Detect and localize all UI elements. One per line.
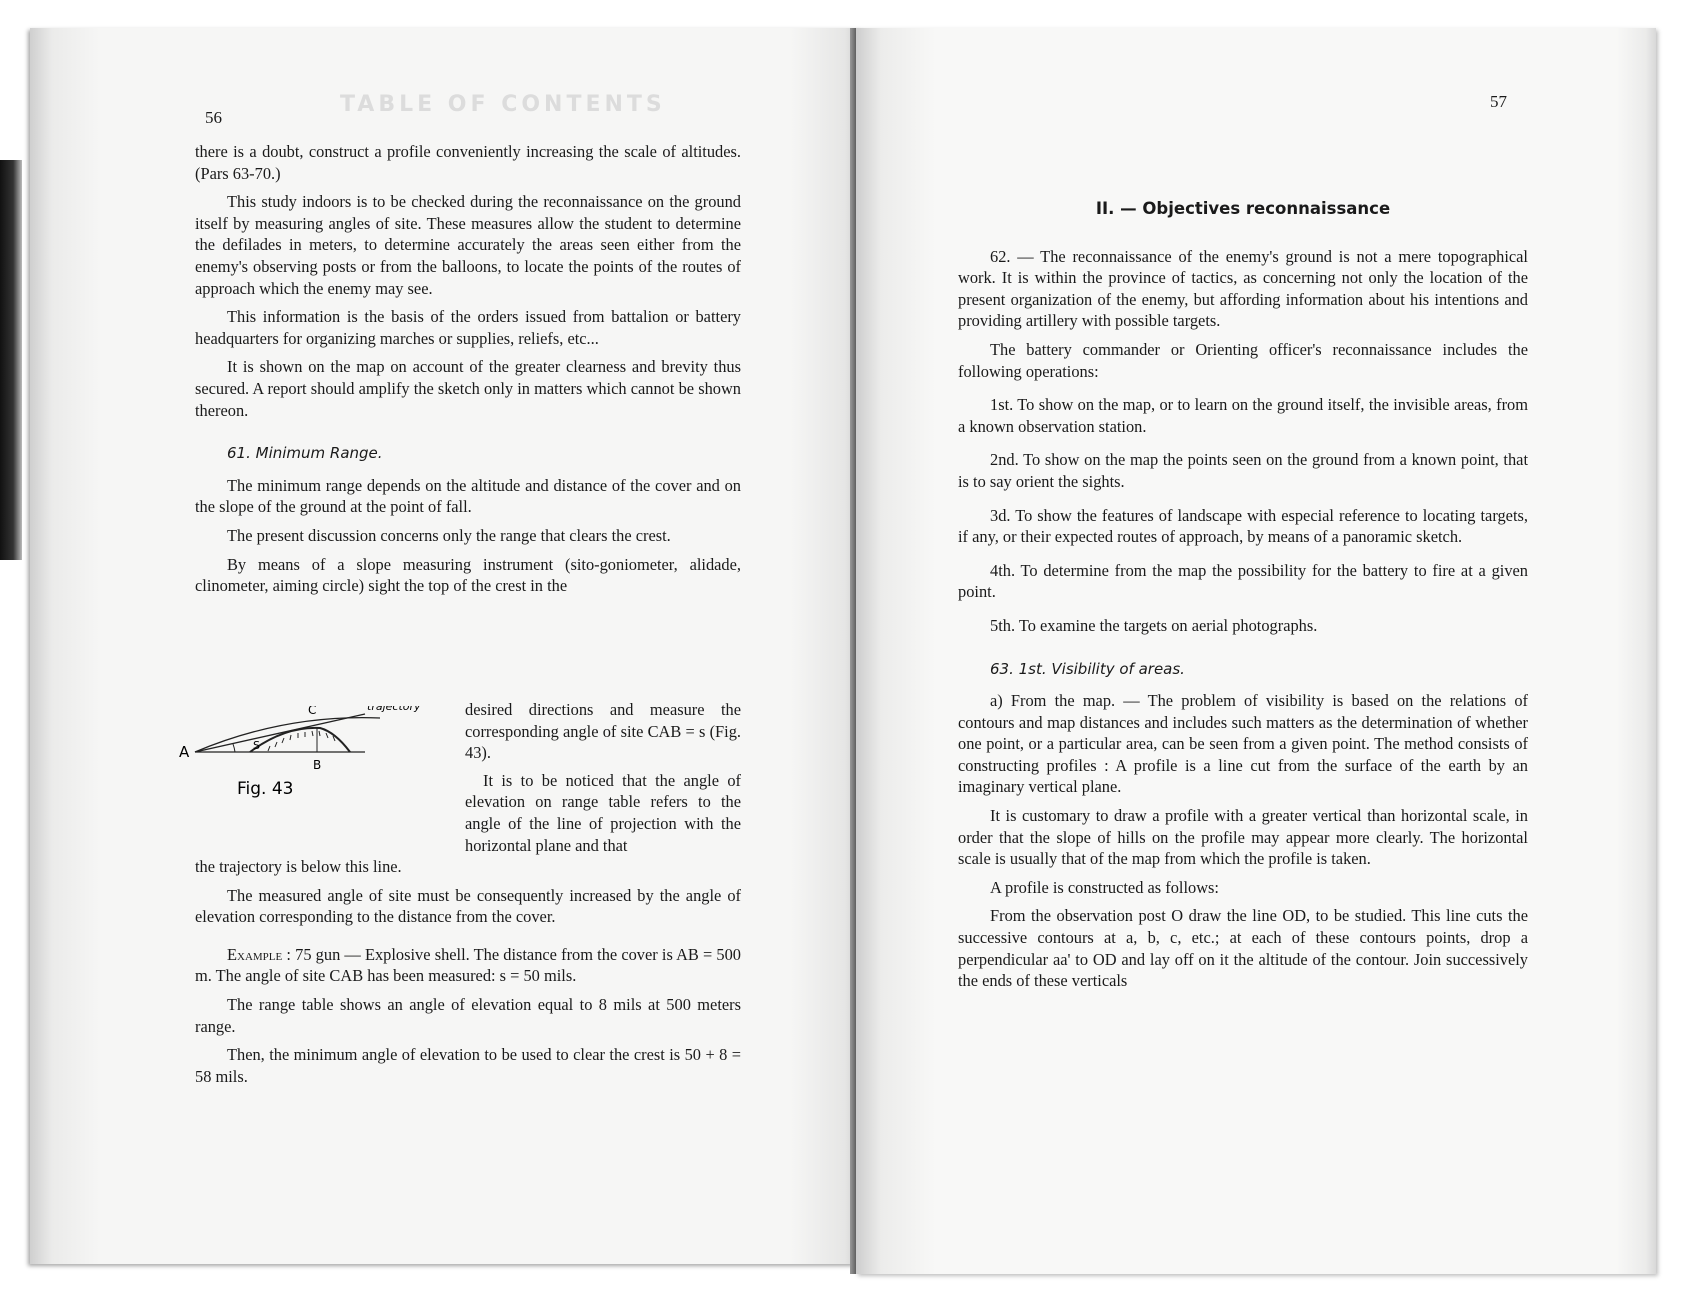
- example-paragraph: [195, 944, 741, 987]
- operation-4: 4th. To determine from the map the possibility for the battery to fire at a given point.: [958, 560, 1528, 602]
- example-label: Example :: [227, 944, 291, 964]
- paragraph-62: 62. — The reconnaissance of the enemy's ground is not a mere topographical work. It is within the province of tactics, as concerning not only the location of the present organization of the enemy, but affording information about his intentions and providing artillery with possible targets.: [958, 246, 1528, 331]
- paragraph: It is customary to draw a profile with a greater vertical than horizontal scale, in order that the slope of hills on the profile may appear more clearly. The horizontal scale is usually that of the map from which the profile is taken.: [958, 806, 1528, 869]
- label-a: A: [179, 743, 190, 761]
- left-text-column: [195, 141, 741, 604]
- trajectory-curve: [195, 718, 380, 752]
- heading-63: 63. 1st. Visibility of areas.: [990, 659, 1185, 678]
- paragraph: It is shown on the map on account of the greater clearness and brevity thus secured. A report should amplify the sketch only in matters which cannot be shown thereon.: [195, 357, 741, 420]
- paragraph: A profile is constructed as follows:: [990, 877, 1219, 897]
- figure-43: [175, 706, 457, 826]
- line-of-site: [195, 714, 365, 752]
- figure-43-diagram: [175, 706, 457, 826]
- operation-5: 5th. To examine the targets on aerial photographs.: [990, 615, 1318, 635]
- paragraph: the trajectory is below this line.: [195, 857, 402, 876]
- left-page: [30, 28, 862, 1264]
- example-text: 75 gun — Explosive shell. The distance from the cover is AB = 500 m. The angle of site CAB has been measured: s = 50 mils.: [195, 944, 741, 986]
- paragraph: This study indoors is to be checked during the reconnaissance on the ground itself by measuring angles of site. These measures allow the student to determine the defilades in meters, to determine accurately the areas seen either from the enemy's observing posts or from the balloons, to locate the points of the routes of approach which the enemy may see.: [195, 192, 741, 298]
- operation-3: 3d. To show the features of landscape with especial reference to locating targets, if any, or their expected routes of approach, by means of a panoramic sketch.: [958, 505, 1528, 547]
- right-text-column: [958, 198, 1528, 999]
- label-c: C: [308, 706, 317, 717]
- paragraph: The range table shows an angle of elevation equal to 8 mils at 500 meters range.: [195, 994, 741, 1036]
- label-s: S: [253, 739, 260, 752]
- paragraph: The measured angle of site must be consequently increased by the angle of elevation corresponding to the distance from the cover.: [195, 885, 741, 927]
- left-text-column-lower: [195, 856, 741, 1094]
- paragraph: desired directions and measure the corresponding angle of site CAB = s (Fig. 43).: [465, 700, 741, 763]
- page-number-56: 56: [205, 108, 222, 127]
- label-b: B: [313, 758, 322, 772]
- show-through-title: TABLE OF CONTENTS: [340, 92, 666, 117]
- paragraph: The present discussion concerns only the range that clears the crest.: [227, 525, 671, 545]
- paragraph: This information is the basis of the orders issued from battalion or battery headquarters for organizing marches or supplies, reliefs, etc...: [195, 307, 741, 348]
- operation-2: 2nd. To show on the map the points seen on the ground from a known point, that is to say orient the sights.: [958, 450, 1528, 491]
- label-trajectory: trajectory: [367, 706, 421, 713]
- figure-wrap-text: [465, 699, 741, 856]
- heading-61: 61. Minimum Range.: [227, 444, 383, 463]
- page-number-57: 57: [1490, 92, 1507, 111]
- book-spine-shadow: [0, 160, 22, 560]
- paragraph: Then, the minimum angle of elevation to be used to clear the crest is 50 + 8 = 58 mils.: [195, 1045, 741, 1086]
- section-title: II. — Objectives reconnaissance: [1095, 199, 1391, 218]
- operation-1: 1st. To show on the map, or to learn on the ground itself, the invisible areas, from a known observation station.: [958, 395, 1528, 436]
- angle-arc: [233, 744, 235, 752]
- paragraph: It is to be noticed that the angle of elevation on range table refers to the angle of the line of projection with the horizontal plane and that: [465, 770, 741, 855]
- paragraph: The battery commander or Orienting officer's reconnaissance includes the following operations:: [958, 339, 1528, 381]
- paragraph: there is a doubt, construct a profile conveniently increasing the scale of altitudes. (Pars 63-70.): [195, 142, 741, 183]
- paragraph: a) From the map. — The problem of visibility is based on the relations of contours and map distances and includes such matters as the determination of whether one point, or a particular area, can be seen from a given point. The method consists of constructing profiles : A profile is a line cut from the surface of the earth by an imaginary vertical plane.: [958, 691, 1528, 797]
- right-page: [856, 28, 1656, 1274]
- paragraph: From the observation post O draw the line OD, to be studied. This line cuts the successive contours at a, b, c, etc.; at each of these contours points, drop a perpendicular aa' to OD and lay off on it the altitude of the contour. Join successively the ends of these verticals: [958, 906, 1528, 991]
- figure-caption: Fig. 43: [237, 779, 294, 799]
- paragraph: By means of a slope measuring instrument (sito-goniometer, alidade, clinometer, aiming circle) sight the top of the crest in the: [195, 554, 741, 596]
- paragraph: The minimum range depends on the altitude and distance of the cover and on the slope of the ground at the point of fall.: [195, 475, 741, 517]
